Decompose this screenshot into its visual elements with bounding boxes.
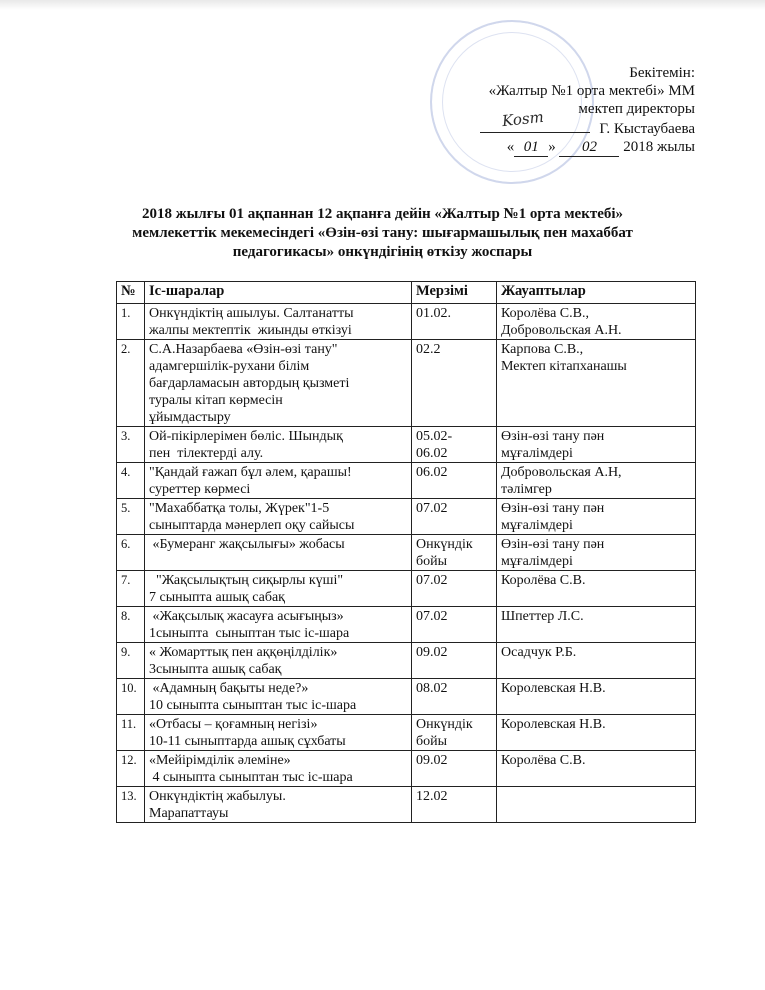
scan-top-edge — [0, 0, 765, 10]
row-event — [145, 751, 412, 787]
row-date — [412, 787, 497, 823]
table-row — [117, 679, 696, 715]
row-responsible-line: Королевская Н.В. — [501, 681, 606, 696]
table-row — [117, 304, 696, 340]
row-responsible — [497, 751, 696, 787]
row-responsible — [497, 427, 696, 463]
row-number: 11. — [117, 715, 145, 751]
row-responsible-line: Королёва С.В. — [501, 753, 586, 768]
document-title — [60, 205, 705, 262]
row-responsible-line: мұғалімдері — [501, 554, 573, 569]
row-responsible — [497, 340, 696, 427]
table-row — [117, 715, 696, 751]
row-date — [412, 643, 497, 679]
approval-date-year: 2018 жылы — [623, 139, 695, 155]
table-row — [117, 463, 696, 499]
row-date-line: 09.02 — [416, 753, 448, 768]
row-number: 9. — [117, 643, 145, 679]
row-event — [145, 571, 412, 607]
row-number: 12. — [117, 751, 145, 787]
approval-date-line: « 01 » 02 2018 жылы — [506, 139, 695, 155]
row-responsible-line: Шпеттер Л.С. — [501, 609, 584, 624]
row-date-line: 09.02 — [416, 645, 448, 660]
table-row — [117, 340, 696, 427]
row-responsible — [497, 571, 696, 607]
row-event-line: туралы кітап көрмесін — [149, 393, 283, 408]
row-number: 4. — [117, 463, 145, 499]
row-responsible-line: Осадчук Р.Б. — [501, 645, 577, 660]
row-event — [145, 787, 412, 823]
row-responsible-line: Өзін-өзі тану пән — [501, 429, 605, 444]
table-row — [117, 535, 696, 571]
row-event-line: С.А.Назарбаева «Өзін-өзі тану" — [149, 342, 338, 357]
row-event-line: "Жақсылықтың сиқырлы күші" — [149, 573, 344, 588]
table-body — [117, 304, 696, 823]
row-responsible — [497, 643, 696, 679]
row-date — [412, 499, 497, 535]
handwritten-signature: Kosm — [480, 118, 590, 133]
row-event — [145, 715, 412, 751]
row-event-line: 3сыныпта ашық сабақ — [149, 662, 282, 677]
row-event-line: «Бумеранг жақсылығы» жобасы — [149, 537, 345, 552]
row-date-line: 05.02- — [416, 429, 453, 444]
row-responsible — [497, 463, 696, 499]
row-event-line: «Адамның бақыты неде?» — [149, 681, 309, 696]
header-number: № — [117, 282, 145, 304]
approval-date-month: 02 — [559, 138, 619, 157]
row-responsible-line: Карпова С.В., — [501, 342, 584, 357]
row-number: 8. — [117, 607, 145, 643]
row-event-line: 7 сыныпта ашық сабақ — [149, 590, 285, 605]
row-number: 10. — [117, 679, 145, 715]
row-number: 1. — [117, 304, 145, 340]
row-date-line: бойы — [416, 734, 448, 749]
row-responsible-line: Мектеп кітапханашы — [501, 359, 627, 374]
row-event-line: « Жомарттық пен аққөңілділік» — [149, 645, 338, 660]
approval-heading: Бекітемін: — [629, 65, 695, 81]
row-event — [145, 340, 412, 427]
row-date-line: 06.02 — [416, 446, 448, 461]
row-date — [412, 463, 497, 499]
row-event-line: Онкүндіктің ашылуы. Салтанатты — [149, 306, 354, 321]
row-date — [412, 427, 497, 463]
row-event-line: 10-11 сыныптарда ашық сұхбаты — [149, 734, 346, 749]
approval-director-name: Г. Кыстаубаева — [599, 121, 695, 137]
row-date-line: Онкүндік — [416, 537, 473, 552]
row-event-line: "Қандай ғажап бұл әлем, қарашы! — [149, 465, 352, 480]
row-event — [145, 427, 412, 463]
approval-position: мектеп директоры — [578, 101, 695, 117]
row-date-line: 08.02 — [416, 681, 448, 696]
title-line-3: педагогикасы» онкүндігінің өткізу жоспары — [232, 244, 533, 260]
row-event-line: «Жақсылық жасауға асығыңыз» — [149, 609, 344, 624]
table-row — [117, 499, 696, 535]
row-date-line: 07.02 — [416, 573, 448, 588]
row-date — [412, 751, 497, 787]
row-event-line: бағдарламасын автордың қызметі — [149, 376, 350, 391]
row-event — [145, 643, 412, 679]
row-event-line: Ой-пікірлерімен бөліс. Шындық — [149, 429, 343, 444]
header-date: Мерзімі — [412, 282, 497, 304]
row-responsible-line: Добровольская А.Н. — [501, 323, 622, 338]
row-responsible — [497, 535, 696, 571]
title-line-2: мемлекеттік мекемесіндегі «Өзін-өзі тану: шығармашылық пен махаббат — [132, 225, 633, 241]
row-date — [412, 715, 497, 751]
row-responsible-line: Өзін-өзі тану пән — [501, 537, 605, 552]
row-date-line: Онкүндік — [416, 717, 473, 732]
row-date — [412, 607, 497, 643]
row-number: 7. — [117, 571, 145, 607]
row-date — [412, 535, 497, 571]
row-event-line: Марапаттауы — [149, 806, 229, 821]
row-event-line: суреттер көрмесі — [149, 482, 251, 497]
row-event-line: ұйымдастыру — [149, 410, 231, 425]
row-date-line: бойы — [416, 554, 448, 569]
row-date — [412, 571, 497, 607]
row-event — [145, 304, 412, 340]
row-responsible-line: мұғалімдері — [501, 446, 573, 461]
row-event — [145, 499, 412, 535]
row-event-line: «Мейірімділік әлеміне» — [149, 753, 291, 768]
row-event-line: адамгершілік-рухани білім — [149, 359, 310, 374]
approval-organization: «Жалтыр №1 орта мектебі» ММ — [488, 83, 695, 99]
row-responsible-line: Королёва С.В., — [501, 306, 589, 321]
row-event — [145, 679, 412, 715]
events-plan-table — [116, 281, 696, 823]
row-responsible-line: Королевская Н.В. — [501, 717, 606, 732]
table-row — [117, 751, 696, 787]
row-event-line: Онкүндіктің жабылуы. — [149, 789, 286, 804]
row-date-line: 02.2 — [416, 342, 441, 357]
header-responsible: Жауаптылар — [497, 282, 696, 304]
table-row — [117, 427, 696, 463]
row-date-line: 07.02 — [416, 609, 448, 624]
row-responsible-line: тәлімгер — [501, 482, 552, 497]
row-number: 5. — [117, 499, 145, 535]
table-row — [117, 787, 696, 823]
row-responsible — [497, 787, 696, 823]
row-event-line: "Махаббатқа толы, Жүрек"1-5 — [149, 501, 330, 516]
row-responsible — [497, 715, 696, 751]
row-event-line: 4 сыныпта сыныптан тыс іс-шара — [149, 770, 353, 785]
row-date — [412, 304, 497, 340]
row-responsible-line: Добровольская А.Н, — [501, 465, 622, 480]
row-event-line: 1сыныпта сыныптан тыс іс-шара — [149, 626, 350, 641]
row-date-line: 06.02 — [416, 465, 448, 480]
row-event-line: «Отбасы – қоғамның негізі» — [149, 717, 318, 732]
row-event-line: пен тілектерді алу. — [149, 446, 264, 461]
row-event-line: 10 сыныпта сыныптан тыс іс-шара — [149, 698, 357, 713]
row-date-line: 01.02. — [416, 306, 451, 321]
row-responsible — [497, 304, 696, 340]
row-event — [145, 535, 412, 571]
table-row — [117, 643, 696, 679]
row-responsible-line: Королёва С.В. — [501, 573, 586, 588]
table-header-row — [117, 282, 696, 304]
table-row — [117, 607, 696, 643]
row-date — [412, 679, 497, 715]
row-number: 6. — [117, 535, 145, 571]
header-events: Іс-шаралар — [145, 282, 412, 304]
row-date — [412, 340, 497, 427]
row-responsible — [497, 607, 696, 643]
row-number: 2. — [117, 340, 145, 427]
row-date-line: 07.02 — [416, 501, 448, 516]
row-number: 3. — [117, 427, 145, 463]
row-date-line: 12.02 — [416, 789, 448, 804]
row-event — [145, 607, 412, 643]
row-event-line: сыныптарда мәнерлеп оқу сайысы — [149, 518, 355, 533]
row-responsible — [497, 499, 696, 535]
approval-block — [395, 64, 695, 157]
row-responsible — [497, 679, 696, 715]
row-number: 13. — [117, 787, 145, 823]
approval-date-day: 01 — [514, 138, 548, 157]
row-responsible-line: Өзін-өзі тану пән — [501, 501, 605, 516]
row-event — [145, 463, 412, 499]
row-responsible-line: мұғалімдері — [501, 518, 573, 533]
title-line-1: 2018 жылғы 01 ақпаннан 12 ақпанға дейін «Жалтыр №1 орта мектебі» — [141, 206, 624, 222]
row-event-line: жалпы мектептік жиынды өткізуі — [149, 323, 352, 338]
table-row — [117, 571, 696, 607]
